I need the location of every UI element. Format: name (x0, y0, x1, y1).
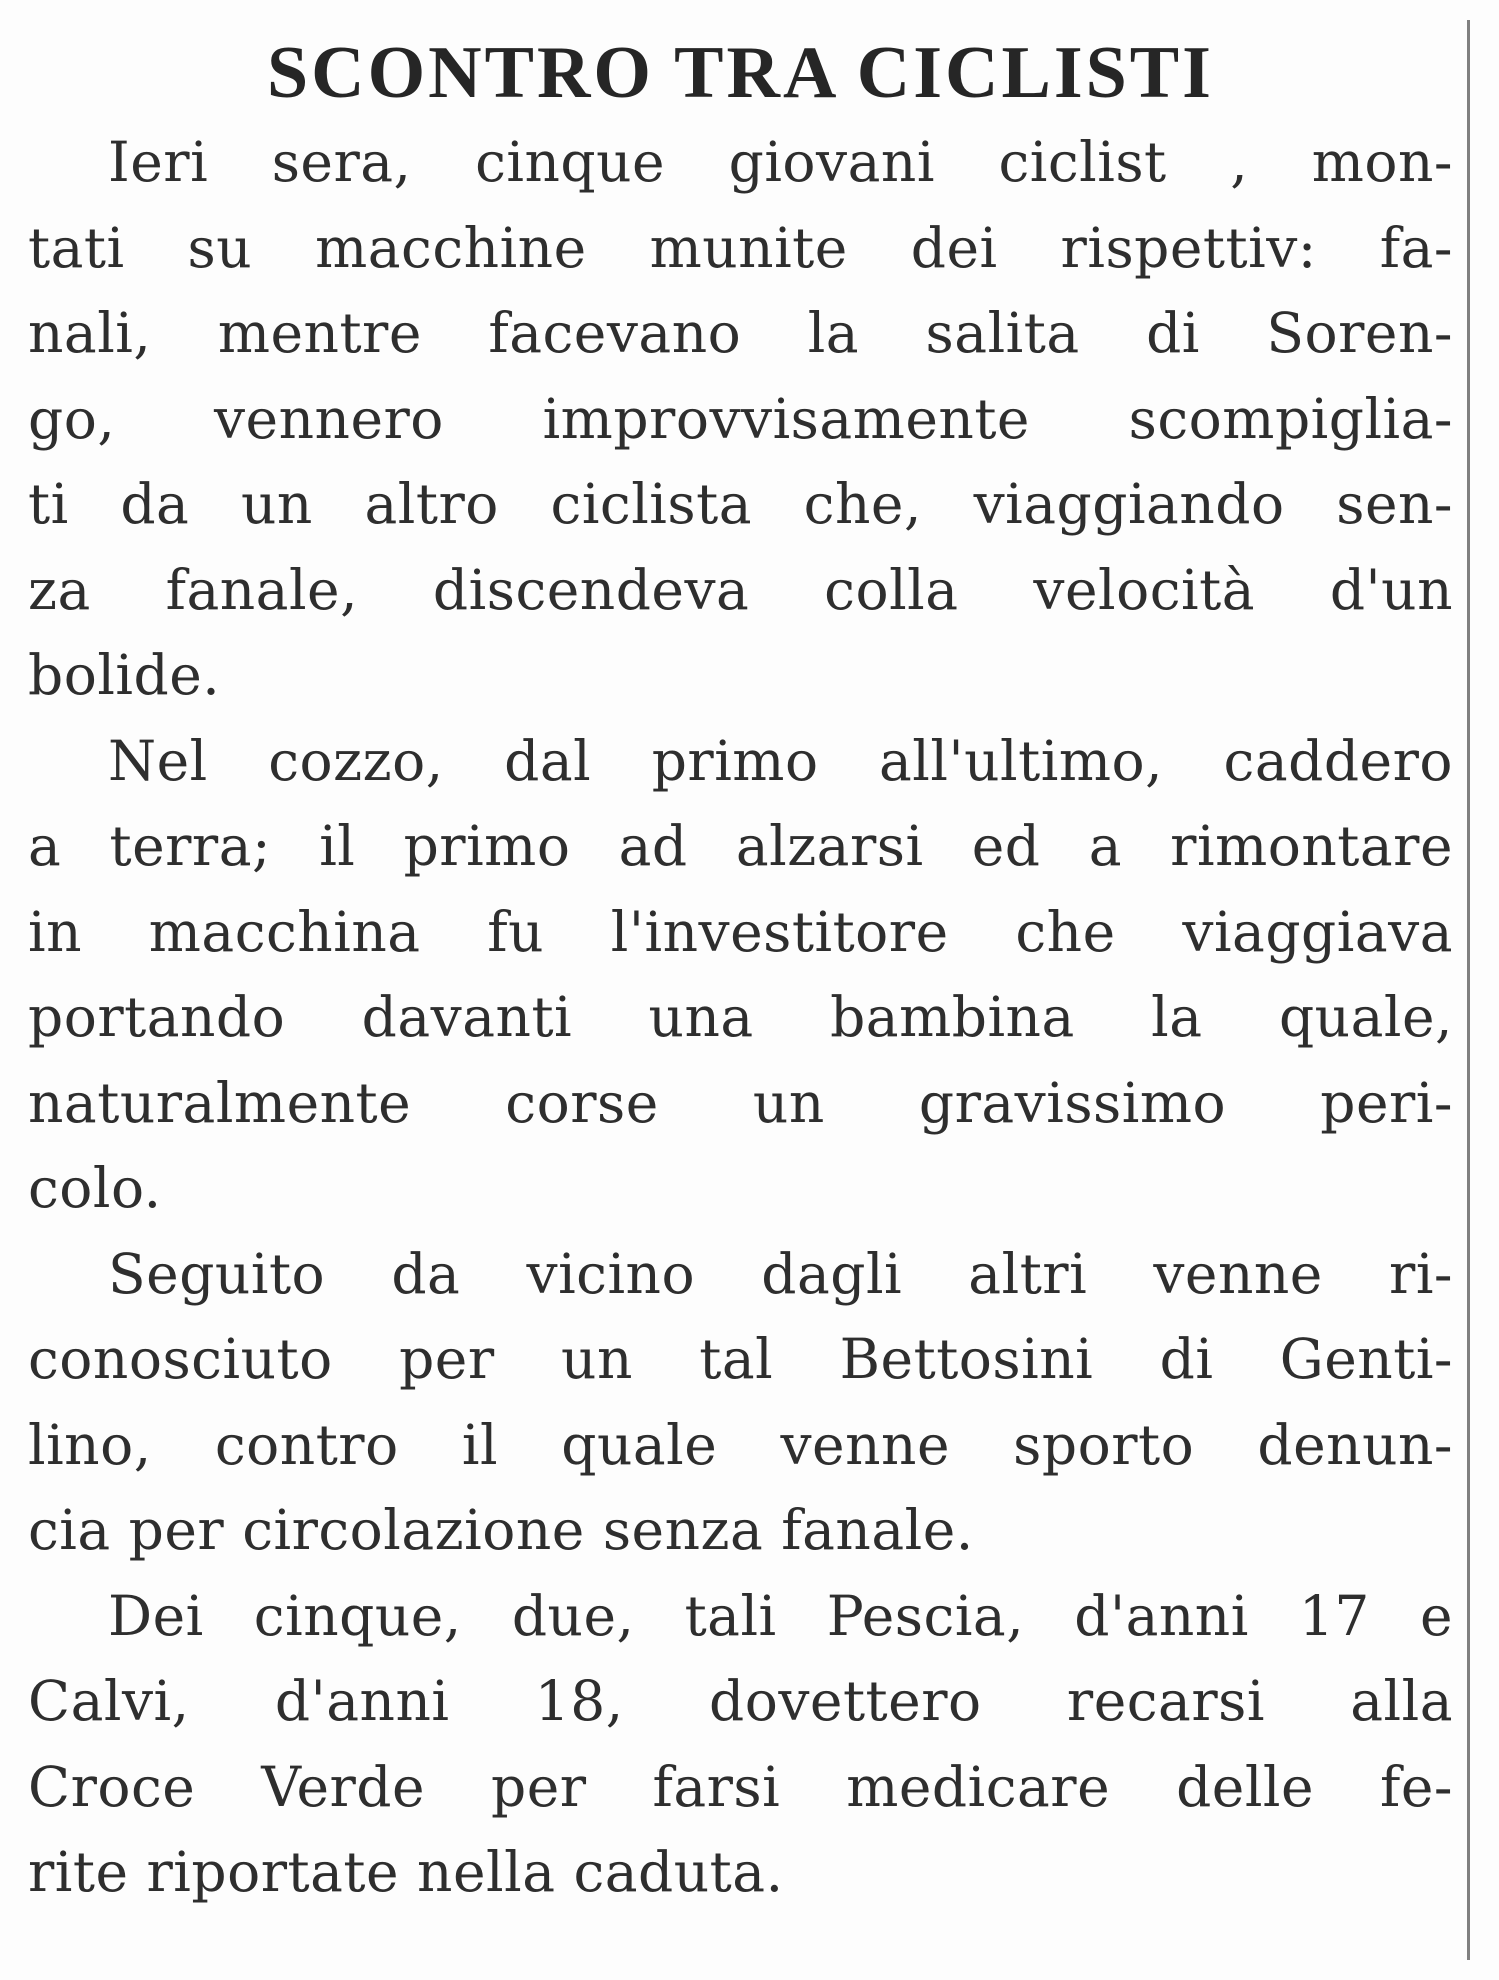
text-line: a terra; il primo ad alzarsi ed a rimontare (28, 814, 1453, 878)
text-line: nali, mentre facevano la salita di Soren- (28, 301, 1453, 365)
text-line: portando davanti una bambina la quale, (28, 985, 1453, 1049)
text-line: bolide. (28, 643, 221, 707)
text-line: cia per circolazione senza fanale. (28, 1498, 974, 1562)
text-line: Croce Verde per farsi medicare delle fe- (28, 1754, 1453, 1819)
text-line: conosciuto per un tal Bettosini di Genti- (28, 1327, 1453, 1391)
article (28, 28, 1453, 1916)
paragraph-4 (28, 1574, 1453, 1916)
text-line: Seguito da vicino dagli altri venne ri- (108, 1241, 1453, 1306)
text-line: tati su macchine munite dei rispettiv: fa- (28, 215, 1453, 280)
paragraph-2 (28, 719, 1453, 1232)
paragraph-1 (28, 120, 1453, 719)
text-line: rite riportate nella caduta. (28, 1840, 784, 1904)
text-line: Calvi, d'anni 18, dovettero recarsi alla (28, 1669, 1453, 1733)
text-line: lino, contro il quale venne sporto denun- (28, 1412, 1453, 1477)
text-line: za fanale, discendeva colla velocità d'un (28, 557, 1453, 622)
text-line: Nel cozzo, dal primo all'ultimo, caddero (108, 728, 1453, 793)
text-line: naturalmente corse un gravissimo peri- (28, 1070, 1453, 1135)
article-headline: SCONTRO TRA CICLISTI (267, 32, 1214, 114)
text-line: Ieri sera, cinque giovani ciclist , mon- (108, 130, 1453, 194)
column-rule (1467, 20, 1470, 1960)
text-line: go, vennero improvvisamente scompiglia- (28, 386, 1453, 451)
text-line: colo. (28, 1156, 162, 1220)
text-line: Dei cinque, due, tali Pescia, d'anni 17 e (108, 1583, 1453, 1648)
text-line: ti da un altro ciclista che, viaggiando sen- (28, 472, 1453, 536)
paragraph-3 (28, 1232, 1453, 1574)
text-line: in macchina fu l'investitore che viaggiava (28, 899, 1453, 964)
